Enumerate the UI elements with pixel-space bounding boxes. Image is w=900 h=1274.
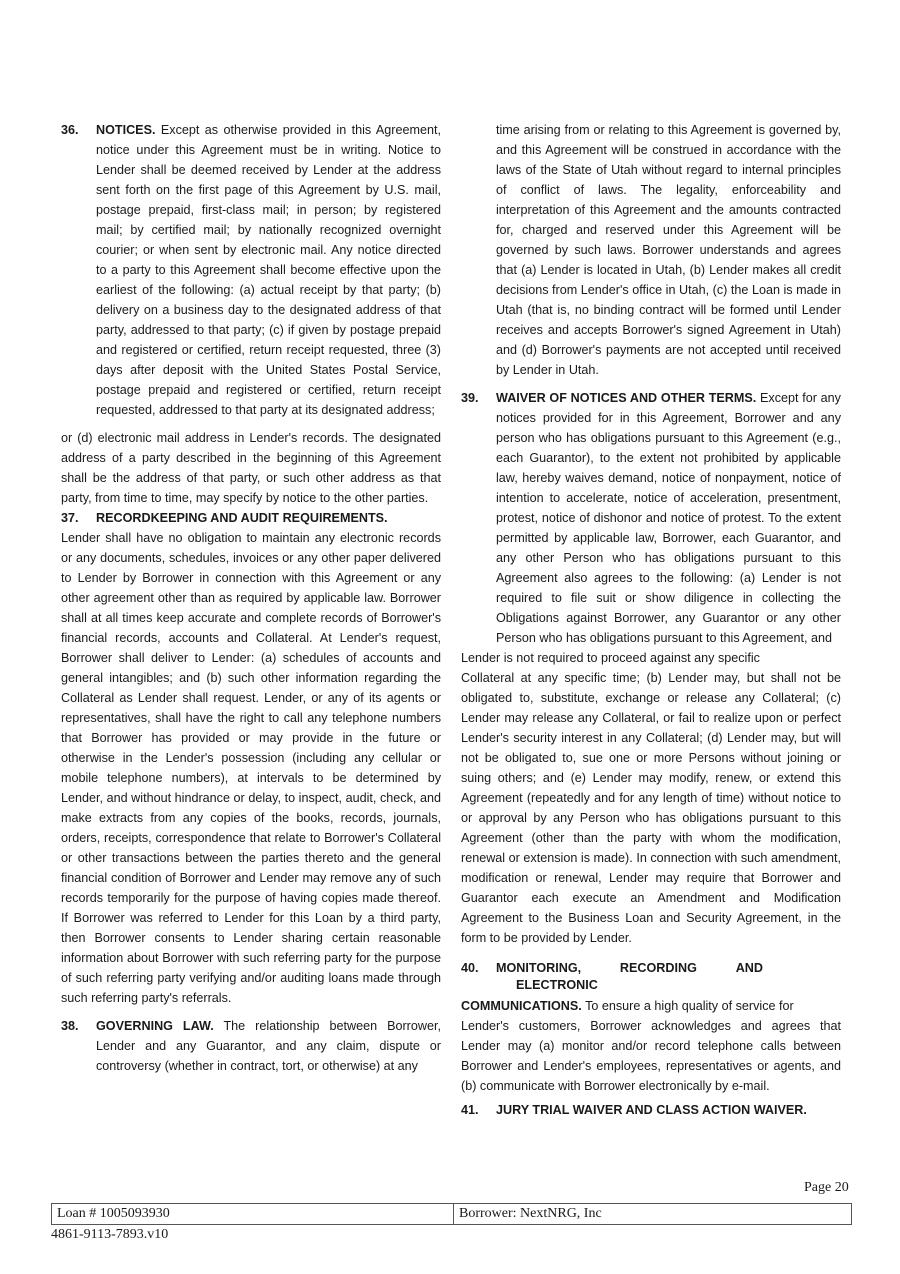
section-text: Except as otherwise provided in this Agreement, notice under this Agreement must be in writing. Notice to Lender shall be deemed received by Lender at the address sent forth on the first page of this Agreement by U.S. mail, postage prepaid, first-class mail; in person; by registered mail; by certified mail; by nationally recognized overnight courier; or when sent by electronic mail. Any notice directed to a party to this Agreement shall become effective upon the earliest of the following: (a) actual receipt by that party; (b) delivery on a business day to the designated address of that party, addressed to that party; (c) if given by postage prepaid and registered or certified, return receipt requested, three (3) days after deposit with the United States Postal Service, postage prepaid and registered or certified, return receipt requested, addressed to that party at its designated address; bbox=[96, 123, 442, 417]
right-column bbox=[461, 120, 841, 1120]
left-column bbox=[61, 120, 441, 1084]
section-number: 40. bbox=[461, 961, 479, 975]
section-heading: NOTICES. bbox=[96, 123, 156, 137]
section-text: Lender's customers, Borrower acknowledges and agrees that Lender may (a) monitor and/or record telephone calls between Borrower and Lender's employees, representatives or agents, and (b) communicate with Borrower electronically by e-mail. bbox=[461, 1019, 841, 1093]
section-38-continuation: time arising from or relating to this Agreement is governed by, and this Agreement will be construed in accordance with the laws of the State of Utah without regard to internal principles of conflict of laws. The legality, enforceability and interpretation of this Agreement and the amounts contracted for, charged and reserved under this Agreement will be governed by such laws. Borrower understands and agrees that (a) Lender is located in Utah, (b) Lender makes all credit decisions from Lender's office in Utah, (c) the Loan is made in Utah (that is, no binding contract will be formed until Lender receives and accepts Borrower's signed Agreement in Utah) and (d) Borrower's payments are not accepted until received by Lender in Utah. bbox=[496, 123, 841, 377]
heading-word: COMMUNICATIONS. bbox=[461, 999, 582, 1013]
section-39-continuation: Collateral at any specific time; (b) Lender may, but shall not be obligated to, substitute, exchange or release any Collateral; (c) Lender may release any Collateral, or fail to realize upon or perfect Lender's security interest in any Collateral; (d) Lender may, but will not be obligated to, sue one or more Persons without joining or suing others; and (e) Lender may modify, renew, or extend this Agreement (repeatedly and for any length of time) without notice to or approval by any Person who has obligations pursuant to this Agreement (other than the party with whom the modification, renewal or extension is made). In connection with such amendment, modification or renewal, Lender may require that Borrower and Guarantor each execute an Amendment and Modification Agreement to the Business Loan and Security Agreement, in the form to be provided by Lender. bbox=[461, 671, 841, 945]
section-text: The relationship between Borrower, Lender and any Guarantor, and any claim, dispute or controversy (whether in contract, tort, or otherwise) at any bbox=[96, 1019, 441, 1073]
section-heading: WAIVER OF NOTICES AND OTHER TERMS. bbox=[496, 391, 757, 405]
heading-word: MONITORING, bbox=[496, 961, 582, 975]
section-heading: RECORDKEEPING AND AUDIT REQUIREMENTS. bbox=[96, 511, 388, 525]
section-number: 36. bbox=[61, 123, 79, 137]
section-text: Except for any notices provided for in this Agreement, Borrower and any person who has obligations pursuant to this Agreement (e.g., each Guarantor), to the extent not prohibited by applicable law, hereby waives demand, notice of nonpayment, notice of intention to accelerate, notice of acceleration, presentment, protest, notice of dishonor and notice of protest. To the extent permitted by applicable law, Borrower, each Guarantor, and any other Person who has obligations pursuant to this Agreement also agrees to the following: (a) Lender is not required to file suit or show diligence in collecting the Obligations against Borrower, any Guarantor or any other Person who has obligations pursuant to this Agreement, and bbox=[496, 391, 841, 645]
document-id: 4861-9113-7893.v10 bbox=[51, 1227, 169, 1242]
section-number: 39. bbox=[461, 391, 479, 405]
section-number: 41. bbox=[461, 1103, 479, 1117]
section-heading: GOVERNING LAW. bbox=[96, 1019, 214, 1033]
section-36-continuation: or (d) electronic mail address in Lender's records. The designated address of a party described in the beginning of this Agreement shall be the address of that party, or such other address as that party, from time to time, may specify by notice to the other parties. bbox=[61, 431, 441, 505]
heading-word: RECORDING bbox=[619, 961, 697, 975]
heading-word: ELECTRONIC bbox=[516, 978, 598, 992]
heading-word: AND bbox=[735, 961, 763, 975]
section-number: 38. bbox=[61, 1019, 79, 1033]
borrower-name: Borrower: NextNRG, Inc bbox=[459, 1206, 602, 1221]
section-heading: JURY TRIAL WAIVER AND CLASS ACTION WAIVER. bbox=[496, 1103, 807, 1117]
section-41 bbox=[461, 1100, 841, 1120]
section-36 bbox=[61, 120, 441, 420]
section-number: 37. bbox=[61, 511, 79, 525]
section-37 bbox=[61, 508, 441, 1008]
section-39 bbox=[461, 388, 841, 648]
section-38 bbox=[61, 1016, 441, 1076]
page-number: Page 20 bbox=[804, 1180, 849, 1195]
section-text: Lender shall have no obligation to maintain any electronic records or any documents, schedules, invoices or any other paper delivered to Lender by Borrower in connection with this Agreement or any other agreement other than as required by applicable law. Borrower shall at all times keep accurate and complete records of Borrower's financial records, accounts and Collateral. At Lender's request, Borrower shall deliver to Lender: (a) schedules of accounts and general intangibles; and (b) such other information regarding the Collateral as Lender shall request. Lender, or any of its agents or representatives, shall have the right to call any telephone numbers that Borrower has provided or may provide in the future or otherwise in the Lender's possession (including any cellular or mobile telephone numbers), at intervals to be determined by Lender, and without hindrance or delay, to inspect, audit, check, and make extracts from any copies of the books, records, journals, orders, receipts, correspondence that relate to Borrower's Collateral or other transactions between the parties thereto and the general financial condition of Borrower and Lender may remove any of such records temporarily for the purpose of having copies made thereof. If Borrower was referred to Lender for this Loan by a third party, then Borrower consents to Lender sharing certain reasonable information about Borrower with such referring party for the purpose of such referring party verifying and/or auditing loans made through such referring party's referrals. bbox=[61, 531, 441, 1005]
footer-table bbox=[51, 1203, 852, 1225]
section-39-continuation-first: Lender is not required to proceed against any specific bbox=[461, 651, 760, 665]
loan-number: Loan # 1005093930 bbox=[52, 1204, 454, 1224]
section-40 bbox=[461, 958, 841, 1096]
section-text-first: To ensure a high quality of service for bbox=[585, 999, 794, 1013]
